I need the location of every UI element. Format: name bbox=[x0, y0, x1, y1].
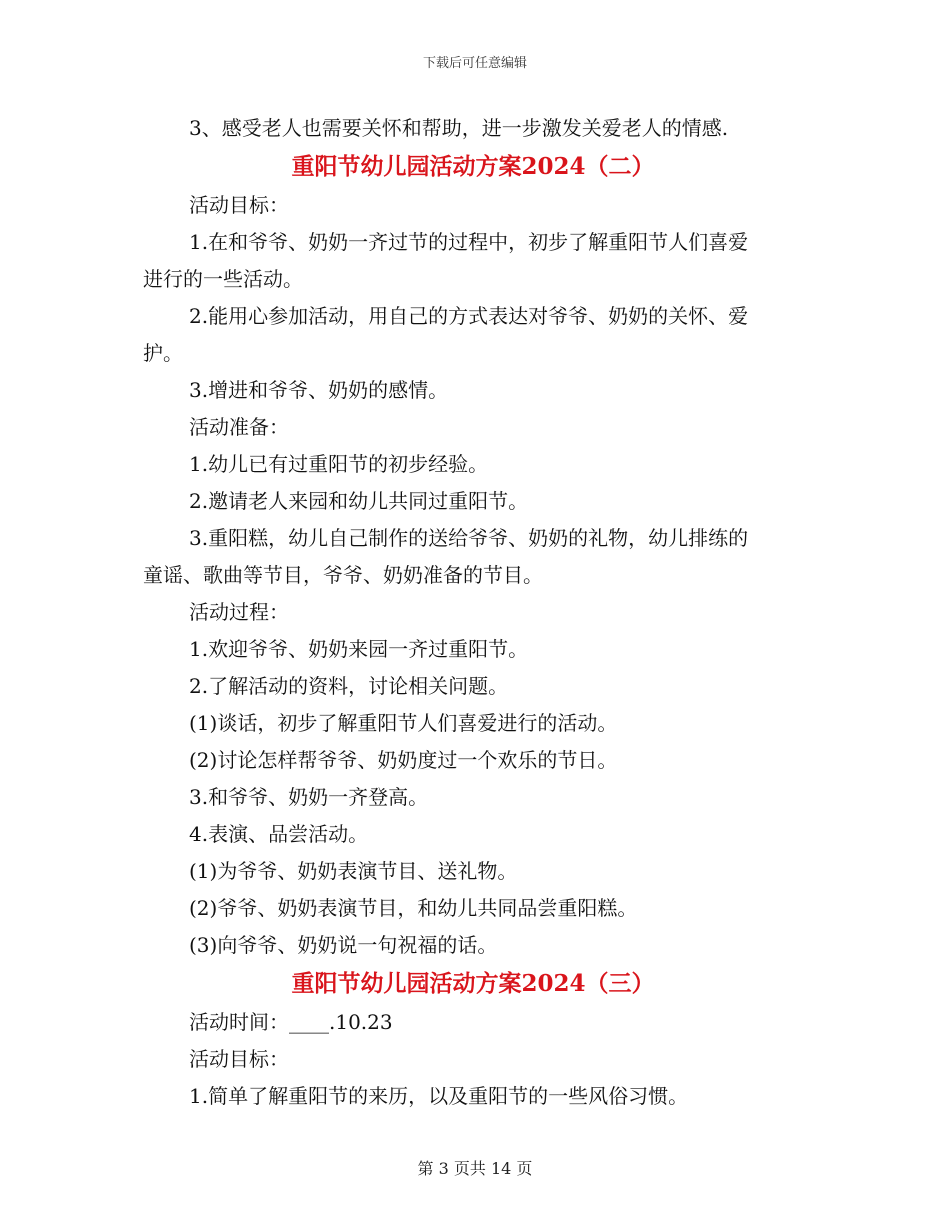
body-line: 2.邀请老人来园和幼儿共同过重阳节。 bbox=[189, 489, 529, 513]
body-line: 2.了解活动的资料，讨论相关问题。 bbox=[189, 674, 509, 698]
body-line: (1)为爷爷、奶奶表演节目、送礼物。 bbox=[189, 859, 518, 883]
body-line: 童谣、歌曲等节目，爷爷、奶奶准备的节目。 bbox=[143, 563, 543, 587]
body-line: 1.欢迎爷爷、奶奶来园一齐过重阳节。 bbox=[189, 637, 529, 661]
body-line: (2)爷爷、奶奶表演节目，和幼儿共同品尝重阳糕。 bbox=[189, 896, 638, 920]
body-line: (1)谈话，初步了解重阳节人们喜爱进行的活动。 bbox=[189, 711, 618, 735]
body-line: 护。 bbox=[143, 341, 183, 365]
body-line: 活动过程： bbox=[189, 600, 289, 624]
body-line: 1.在和爷爷、奶奶一齐过节的过程中，初步了解重阳节人们喜爱 bbox=[189, 230, 749, 254]
page-header: 下载后可任意编辑 bbox=[422, 56, 527, 71]
document-body bbox=[143, 110, 803, 1115]
page-footer: 第 3 页共 14 页 bbox=[417, 1159, 533, 1178]
body-line: 1.简单了解重阳节的来历，以及重阳节的一些风俗习惯。 bbox=[189, 1084, 689, 1108]
body-line: (2)讨论怎样帮爷爷、奶奶度过一个欢乐的节日。 bbox=[189, 748, 618, 772]
body-line: (3)向爷爷、奶奶说一句祝福的话。 bbox=[189, 933, 498, 957]
body-line: 3、感受老人也需要关怀和帮助，进一步激发关爱老人的情感. bbox=[189, 116, 729, 140]
body-line: 4.表演、品尝活动。 bbox=[189, 822, 369, 846]
body-line: 3.和爷爷、奶奶一齐登高。 bbox=[189, 785, 429, 809]
section-heading: 重阳节幼儿园活动方案2024（三） bbox=[291, 970, 655, 997]
body-line: 3.增进和爷爷、奶奶的感情。 bbox=[189, 378, 449, 402]
body-line: 2.能用心参加活动，用自己的方式表达对爷爷、奶奶的关怀、爱 bbox=[189, 304, 749, 328]
body-line: 进行的一些活动。 bbox=[143, 267, 303, 291]
body-line: 活动时间：____.10.23 bbox=[189, 1010, 393, 1034]
body-line: 活动目标： bbox=[189, 1047, 289, 1071]
body-line: 1.幼儿已有过重阳节的初步经验。 bbox=[189, 452, 489, 476]
body-line: 活动准备： bbox=[189, 415, 289, 439]
body-line: 活动目标： bbox=[189, 193, 289, 217]
section-heading: 重阳节幼儿园活动方案2024（二） bbox=[291, 153, 655, 180]
body-line: 3.重阳糕，幼儿自己制作的送给爷爷、奶奶的礼物，幼儿排练的 bbox=[189, 526, 749, 550]
